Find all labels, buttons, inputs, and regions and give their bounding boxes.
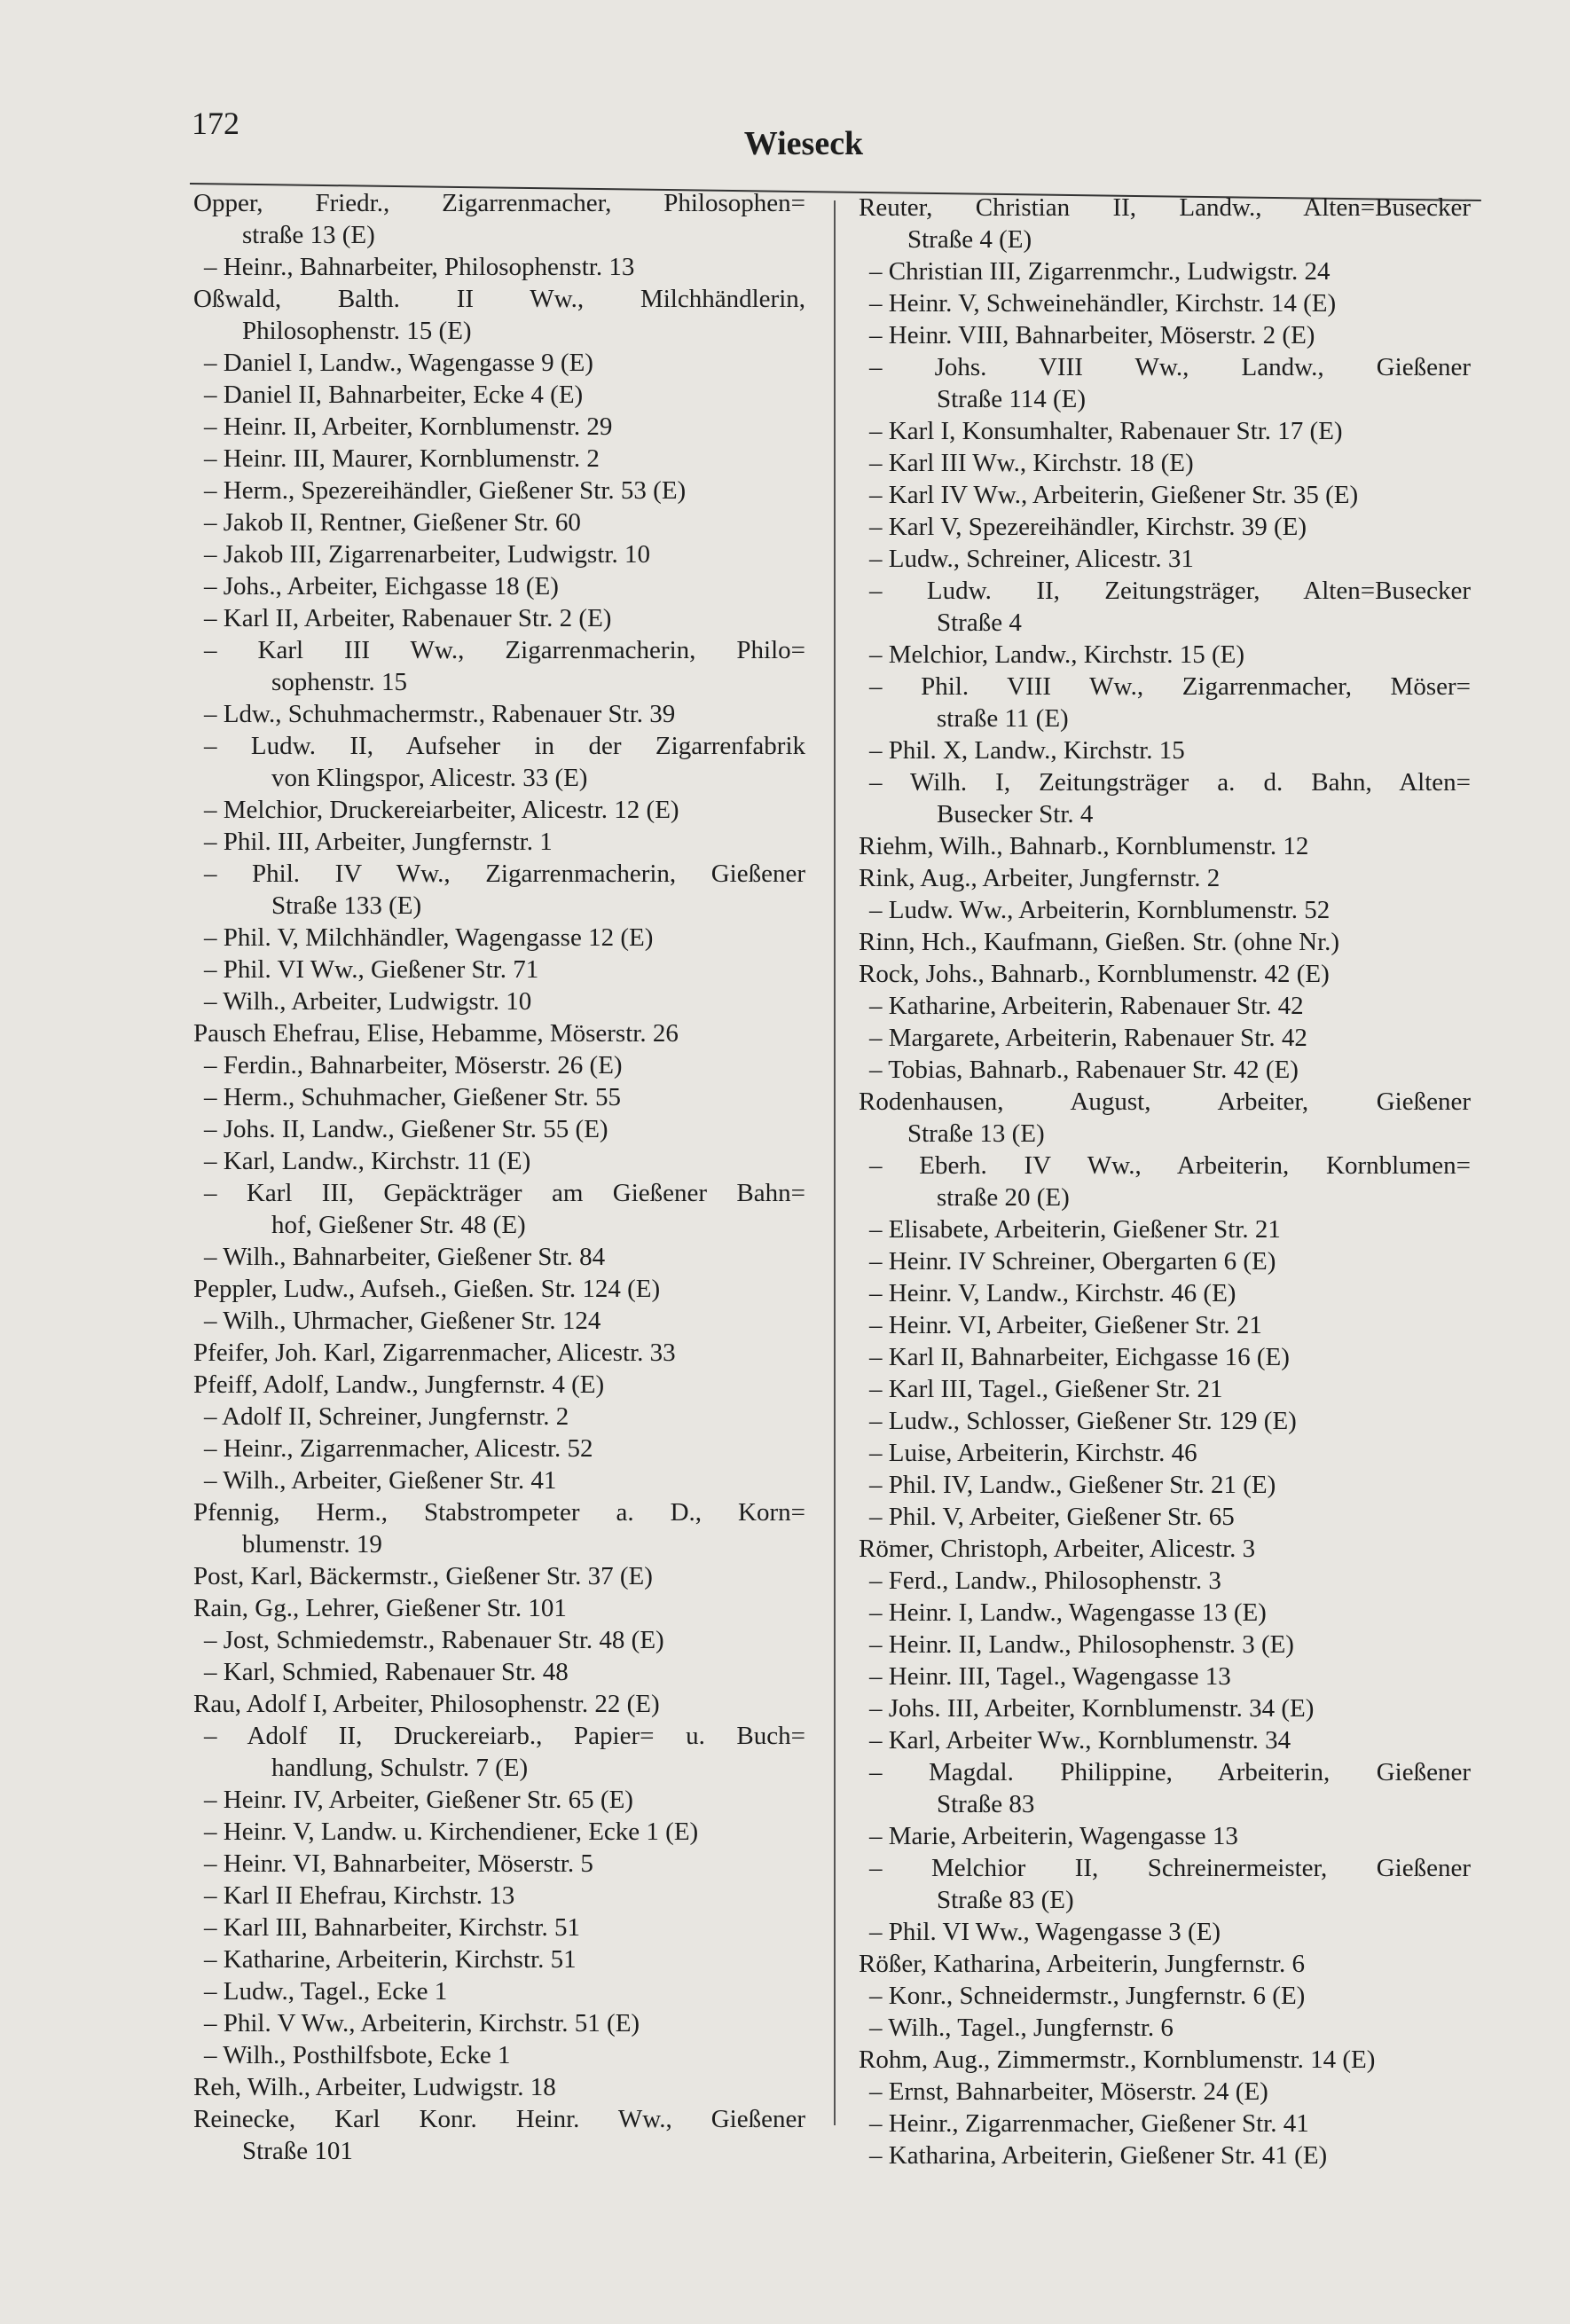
entry-line: – Ldw., Schuhmachermstr., Rabenauer Str. 39 bbox=[204, 700, 676, 728]
directory-entry bbox=[193, 475, 805, 506]
entry-line: – Marie, Arbeiterin, Wagengasse 13 bbox=[869, 1822, 1238, 1850]
entry-line: – Wilh. I, Zeitungsträger a. d. Bahn, Alten= bbox=[869, 768, 1471, 797]
directory-entry bbox=[193, 2039, 805, 2071]
entry-line: – Melchior, Druckereiarbeiter, Alicestr. 12 (E) bbox=[204, 796, 679, 824]
entry-line: – Melchior II, Schreinermeister, Gießener bbox=[869, 1854, 1471, 1882]
entry-line: – Heinr. IV, Arbeiter, Gießener Str. 65 (E) bbox=[204, 1786, 633, 1814]
directory-entry bbox=[859, 1245, 1471, 1277]
entry-line: – Christian III, Zigarrenmchr., Ludwigstr. 24 bbox=[869, 257, 1331, 286]
directory-entry bbox=[859, 1373, 1471, 1405]
entry-line: – Heinr. III, Maurer, Kornblumenstr. 2 bbox=[204, 444, 600, 473]
entry-line: – Margarete, Arbeiterin, Rabenauer Str. 42 bbox=[869, 1024, 1307, 1052]
directory-entry bbox=[859, 1086, 1471, 1150]
entry-line: – Heinr. VIII, Bahnarbeiter, Möserstr. 2 (E) bbox=[869, 321, 1315, 349]
entry-line: Rau, Adolf I, Arbeiter, Philosophenstr. 22 (E) bbox=[193, 1690, 660, 1718]
directory-entry bbox=[859, 2012, 1471, 2044]
directory-entry bbox=[859, 1852, 1471, 1916]
entry-line: Reuter, Christian II, Landw., Alten=Busecker bbox=[859, 193, 1471, 222]
directory-entry bbox=[193, 251, 805, 283]
directory-entry bbox=[193, 922, 805, 954]
directory-entry bbox=[193, 347, 805, 379]
entry-continuation-line: Philosophenstr. 15 (E) bbox=[242, 317, 472, 345]
directory-entry bbox=[193, 634, 805, 698]
directory-entry bbox=[859, 575, 1471, 639]
directory-entry bbox=[193, 570, 805, 602]
entry-line: – Heinr. II, Arbeiter, Kornblumenstr. 29 bbox=[204, 412, 613, 441]
directory-entry bbox=[193, 794, 805, 826]
directory-entry bbox=[859, 1724, 1471, 1756]
entry-line: – Johs., Arbeiter, Eichgasse 18 (E) bbox=[204, 572, 559, 601]
entry-line: – Karl III Ww., Zigarrenmacherin, Philo= bbox=[204, 636, 805, 664]
entry-line: – Daniel II, Bahnarbeiter, Ecke 4 (E) bbox=[204, 381, 584, 409]
entry-line: – Karl I, Konsumhalter, Rabenauer Str. 17 (E) bbox=[869, 417, 1343, 445]
entry-line: – Eberh. IV Ww., Arbeiterin, Kornblumen= bbox=[869, 1151, 1471, 1180]
entry-line: – Phil. VI Ww., Gießener Str. 71 bbox=[204, 955, 539, 984]
directory-entry bbox=[193, 1145, 805, 1177]
entry-line: – Phil. VIII Ww., Zigarrenmacher, Möser= bbox=[869, 672, 1471, 701]
directory-entry bbox=[859, 1565, 1471, 1597]
directory-entry bbox=[193, 1560, 805, 1592]
directory-entry bbox=[859, 1661, 1471, 1692]
directory-entry bbox=[859, 639, 1471, 671]
entry-line: Pfeiff, Adolf, Landw., Jungfernstr. 4 (E) bbox=[193, 1370, 605, 1399]
entry-line: – Melchior, Landw., Kirchstr. 15 (E) bbox=[869, 640, 1244, 669]
directory-entry bbox=[859, 1022, 1471, 1054]
entry-line: Rock, Johs., Bahnarb., Kornblumenstr. 42 (E) bbox=[859, 960, 1330, 988]
directory-entry bbox=[859, 958, 1471, 990]
directory-entry bbox=[193, 2071, 805, 2103]
directory-entry bbox=[859, 1309, 1471, 1341]
directory-entry bbox=[193, 538, 805, 570]
directory-entry bbox=[859, 1756, 1471, 1820]
entry-continuation-line: handlung, Schulstr. 7 (E) bbox=[271, 1754, 529, 1782]
directory-entry bbox=[193, 1081, 805, 1113]
entry-line: – Phil. III, Arbeiter, Jungfernstr. 1 bbox=[204, 828, 553, 856]
directory-entry bbox=[859, 862, 1471, 894]
directory-entry bbox=[193, 730, 805, 794]
directory-entry bbox=[859, 1213, 1471, 1245]
entry-line: – Karl IV Ww., Arbeiterin, Gießener Str. 35 (E) bbox=[869, 481, 1359, 509]
entry-continuation-line: Straße 83 bbox=[937, 1790, 1035, 1818]
directory-entry bbox=[193, 1848, 805, 1880]
entry-line: – Herm., Spezereihändler, Gießener Str. 53 (E) bbox=[204, 476, 687, 505]
entry-line: – Johs. III, Arbeiter, Kornblumenstr. 34 (E) bbox=[869, 1694, 1315, 1723]
directory-entry bbox=[193, 1337, 805, 1369]
directory-entry bbox=[859, 2139, 1471, 2171]
entry-line: – Phil. VI Ww., Wagengasse 3 (E) bbox=[869, 1918, 1221, 1946]
directory-entry bbox=[859, 479, 1471, 511]
directory-entry bbox=[859, 1501, 1471, 1533]
entry-continuation-line: Straße 13 (E) bbox=[907, 1119, 1045, 1148]
right-column bbox=[859, 192, 1471, 2171]
directory-entry bbox=[859, 1405, 1471, 1437]
entry-line: Rinn, Hch., Kaufmann, Gießen. Str. (ohne Nr.) bbox=[859, 928, 1340, 956]
directory-entry bbox=[193, 2103, 805, 2167]
entry-continuation-line: Busecker Str. 4 bbox=[937, 800, 1094, 828]
entry-line: – Katharine, Arbeiterin, Kirchstr. 51 bbox=[204, 1945, 577, 1974]
entry-line: Rohm, Aug., Zimmermstr., Kornblumenstr. 14 (E) bbox=[859, 2045, 1376, 2074]
directory-entry bbox=[859, 1054, 1471, 1086]
directory-entry bbox=[193, 1464, 805, 1496]
directory-entry bbox=[193, 1369, 805, 1401]
directory-entry bbox=[859, 447, 1471, 479]
entry-line: – Heinr. V, Landw., Kirchstr. 46 (E) bbox=[869, 1279, 1236, 1307]
directory-entry bbox=[193, 1784, 805, 1816]
directory-entry bbox=[859, 2108, 1471, 2139]
entry-continuation-line: Straße 114 (E) bbox=[937, 385, 1087, 413]
directory-entry bbox=[859, 830, 1471, 862]
entry-line: – Wilh., Posthilfsbote, Ecke 1 bbox=[204, 2041, 511, 2069]
directory-entry bbox=[193, 698, 805, 730]
entry-line: Riehm, Wilh., Bahnarb., Kornblumenstr. 12 bbox=[859, 832, 1309, 860]
entry-line: – Adolf II, Druckereiarb., Papier= u. Buch= bbox=[204, 1722, 805, 1750]
directory-entry bbox=[193, 954, 805, 985]
entry-line: – Wilh., Tagel., Jungfernstr. 6 bbox=[869, 2014, 1174, 2042]
entry-line: – Phil. IV, Landw., Gießener Str. 21 (E) bbox=[869, 1471, 1276, 1499]
entry-line: – Ludw. II, Aufseher in der Zigarrenfabrik bbox=[204, 732, 805, 760]
entry-line: – Jakob III, Zigarrenarbeiter, Ludwigstr. 10 bbox=[204, 540, 650, 569]
entry-line: – Karl, Schmied, Rabenauer Str. 48 bbox=[204, 1658, 569, 1686]
directory-entry bbox=[193, 1017, 805, 1049]
entry-line: – Luise, Arbeiterin, Kirchstr. 46 bbox=[869, 1439, 1197, 1467]
running-head-title: Wieseck bbox=[743, 125, 864, 162]
entry-line: – Ludw., Schreiner, Alicestr. 31 bbox=[869, 545, 1194, 573]
directory-entry bbox=[859, 894, 1471, 926]
directory-entry bbox=[859, 415, 1471, 447]
entry-line: Pfeifer, Joh. Karl, Zigarrenmacher, Alicestr. 33 bbox=[193, 1339, 676, 1367]
entry-line: – Konr., Schneidermstr., Jungfernstr. 6 (E) bbox=[869, 1982, 1306, 2010]
directory-entry bbox=[859, 543, 1471, 575]
entry-line: – Heinr. V, Schweinehändler, Kirchstr. 14 (E) bbox=[869, 289, 1337, 318]
directory-entry bbox=[193, 1720, 805, 1784]
directory-entry bbox=[193, 1688, 805, 1720]
entry-line: – Heinr. VI, Bahnarbeiter, Möserstr. 5 bbox=[204, 1849, 593, 1878]
entry-line: Peppler, Ludw., Aufseh., Gießen. Str. 124 (E) bbox=[193, 1275, 661, 1303]
entry-continuation-line: Straße 133 (E) bbox=[271, 891, 422, 920]
directory-entry bbox=[859, 319, 1471, 351]
entry-line: – Karl, Landw., Kirchstr. 11 (E) bbox=[204, 1147, 531, 1175]
entry-line: – Daniel I, Landw., Wagengasse 9 (E) bbox=[204, 349, 593, 377]
directory-entry bbox=[193, 1113, 805, 1145]
directory-entry bbox=[859, 671, 1471, 734]
directory-entry bbox=[859, 351, 1471, 415]
directory-entry bbox=[859, 926, 1471, 958]
entry-line: – Magdal. Philippine, Arbeiterin, Gießener bbox=[869, 1758, 1471, 1786]
directory-entry bbox=[859, 1341, 1471, 1373]
entry-line: – Phil. IV Ww., Zigarrenmacherin, Gießener bbox=[204, 860, 805, 888]
directory-entry bbox=[859, 734, 1471, 766]
entry-line: – Jakob II, Rentner, Gießener Str. 60 bbox=[204, 508, 581, 537]
entry-line: – Ernst, Bahnarbeiter, Möserstr. 24 (E) bbox=[869, 2077, 1268, 2106]
directory-entry bbox=[859, 1948, 1471, 1980]
directory-entry bbox=[859, 1597, 1471, 1629]
entry-continuation-line: Straße 4 bbox=[937, 608, 1022, 637]
directory-entry bbox=[193, 1975, 805, 2007]
column-divider bbox=[834, 200, 836, 2125]
entry-line: – Tobias, Bahnarb., Rabenauer Str. 42 (E) bbox=[869, 1056, 1299, 1084]
entry-line: – Ludw. Ww., Arbeiterin, Kornblumenstr. 52 bbox=[869, 896, 1331, 924]
entry-line: Rain, Gg., Lehrer, Gießener Str. 101 bbox=[193, 1594, 567, 1622]
directory-entry bbox=[859, 287, 1471, 319]
entry-line: – Karl III, Bahnarbeiter, Kirchstr. 51 bbox=[204, 1913, 581, 1942]
entry-line: – Jost, Schmiedemstr., Rabenauer Str. 48 (E) bbox=[204, 1626, 664, 1654]
directory-entry bbox=[859, 1533, 1471, 1565]
entry-line: Rodenhausen, August, Arbeiter, Gießener bbox=[859, 1087, 1471, 1116]
directory-entry bbox=[193, 411, 805, 443]
entry-line: – Phil. V, Arbeiter, Gießener Str. 65 bbox=[869, 1503, 1235, 1531]
directory-entry bbox=[193, 1496, 805, 1560]
entry-continuation-line: von Klingspor, Alicestr. 33 (E) bbox=[271, 764, 588, 792]
entry-line: Rößer, Katharina, Arbeiterin, Jungfernstr. 6 bbox=[859, 1950, 1305, 1978]
directory-entry bbox=[193, 826, 805, 858]
entry-line: – Heinr. II, Landw., Philosophenstr. 3 (E) bbox=[869, 1630, 1294, 1659]
directory-entry bbox=[193, 1592, 805, 1624]
entry-line: – Heinr. III, Tagel., Wagengasse 13 bbox=[869, 1662, 1231, 1691]
directory-entry bbox=[193, 1816, 805, 1848]
directory-entry bbox=[193, 858, 805, 922]
directory-entry bbox=[859, 1150, 1471, 1213]
entry-line: – Ludw., Schlosser, Gießener Str. 129 (E) bbox=[869, 1407, 1297, 1435]
entry-line: – Katharina, Arbeiterin, Gießener Str. 41 (E) bbox=[869, 2141, 1328, 2170]
entry-line: Oßwald, Balth. II Ww., Milchhändlerin, bbox=[193, 285, 805, 313]
entry-line: – Karl II, Arbeiter, Rabenauer Str. 2 (E) bbox=[204, 604, 612, 632]
directory-entry bbox=[193, 1241, 805, 1273]
directory-entry bbox=[193, 1880, 805, 1912]
entry-line: Römer, Christoph, Arbeiter, Alicestr. 3 bbox=[859, 1535, 1256, 1563]
entry-line: Pausch Ehefrau, Elise, Hebamme, Möserstr. 26 bbox=[193, 1019, 679, 1048]
entry-line: – Elisabete, Arbeiterin, Gießener Str. 21 bbox=[869, 1215, 1281, 1244]
directory-entry bbox=[193, 985, 805, 1017]
entry-line: – Heinr. V, Landw. u. Kirchendiener, Ecke 1 (E) bbox=[204, 1818, 699, 1846]
directory-entry bbox=[193, 187, 805, 251]
entry-line: – Heinr., Zigarrenmacher, Alicestr. 52 bbox=[204, 1434, 593, 1463]
entry-line: Rink, Aug., Arbeiter, Jungfernstr. 2 bbox=[859, 864, 1221, 892]
directory-entry bbox=[859, 1692, 1471, 1724]
entry-line: Post, Karl, Bäckermstr., Gießener Str. 37 (E) bbox=[193, 1562, 653, 1590]
entry-line: – Phil. X, Landw., Kirchstr. 15 bbox=[869, 736, 1185, 765]
entry-line: – Adolf II, Schreiner, Jungfernstr. 2 bbox=[204, 1402, 569, 1431]
entry-continuation-line: Straße 83 (E) bbox=[937, 1886, 1074, 1914]
entry-line: Pfennig, Herm., Stabstrompeter a. D., Korn= bbox=[193, 1498, 805, 1527]
entry-line: – Wilh., Bahnarbeiter, Gießener Str. 84 bbox=[204, 1243, 606, 1271]
entry-line: – Wilh., Uhrmacher, Gießener Str. 124 bbox=[204, 1307, 601, 1335]
entry-continuation-line: hof, Gießener Str. 48 (E) bbox=[271, 1211, 526, 1239]
directory-entry bbox=[193, 1624, 805, 1656]
directory-entry bbox=[193, 506, 805, 538]
entry-line: – Karl II, Bahnarbeiter, Eichgasse 16 (E) bbox=[869, 1343, 1290, 1371]
directory-entry bbox=[859, 1916, 1471, 1948]
entry-line: – Katharine, Arbeiterin, Rabenauer Str. 42 bbox=[869, 992, 1304, 1020]
entry-continuation-line: straße 13 (E) bbox=[242, 221, 375, 249]
directory-entry bbox=[193, 1912, 805, 1943]
entry-line: Opper, Friedr., Zigarrenmacher, Philosophen= bbox=[193, 189, 805, 217]
directory-entry bbox=[859, 766, 1471, 830]
entry-line: – Ferd., Landw., Philosophenstr. 3 bbox=[869, 1566, 1221, 1595]
entry-line: – Heinr. I, Landw., Wagengasse 13 (E) bbox=[869, 1598, 1267, 1627]
directory-entry bbox=[193, 1401, 805, 1433]
directory-entry bbox=[193, 1305, 805, 1337]
entry-line: – Heinr. IV Schreiner, Obergarten 6 (E) bbox=[869, 1247, 1276, 1276]
entry-line: Reinecke, Karl Konr. Heinr. Ww., Gießener bbox=[193, 2105, 805, 2133]
entry-line: – Wilh., Arbeiter, Gießener Str. 41 bbox=[204, 1466, 557, 1495]
entry-continuation-line: blumenstr. 19 bbox=[242, 1530, 382, 1558]
entry-line: – Phil. V, Milchhändler, Wagengasse 12 (E) bbox=[204, 923, 654, 952]
directory-entry bbox=[193, 1049, 805, 1081]
directory-entry bbox=[859, 1980, 1471, 2012]
directory-entry bbox=[859, 1629, 1471, 1661]
directory-entry bbox=[193, 379, 805, 411]
directory-entry bbox=[859, 1277, 1471, 1309]
entry-line: – Heinr. VI, Arbeiter, Gießener Str. 21 bbox=[869, 1311, 1262, 1339]
directory-entry bbox=[193, 1273, 805, 1305]
directory-entry bbox=[193, 1177, 805, 1241]
page-number: 172 bbox=[192, 106, 239, 141]
entry-line: Reh, Wilh., Arbeiter, Ludwigstr. 18 bbox=[193, 2073, 556, 2101]
entry-line: – Ludw. II, Zeitungsträger, Alten=Busecker bbox=[869, 577, 1471, 605]
directory-entry bbox=[193, 283, 805, 347]
entry-line: – Ferdin., Bahnarbeiter, Möserstr. 26 (E) bbox=[204, 1051, 623, 1080]
entry-continuation-line: sophenstr. 15 bbox=[271, 668, 408, 696]
entry-continuation-line: Straße 101 bbox=[242, 2137, 353, 2165]
left-column bbox=[193, 187, 805, 2167]
directory-entry bbox=[193, 443, 805, 475]
entry-line: – Karl, Arbeiter Ww., Kornblumenstr. 34 bbox=[869, 1726, 1291, 1755]
entry-line: – Heinr., Bahnarbeiter, Philosophenstr. 13 bbox=[204, 253, 635, 281]
directory-entry bbox=[859, 255, 1471, 287]
entry-continuation-line: straße 11 (E) bbox=[937, 704, 1069, 733]
entry-line: – Phil. V Ww., Arbeiterin, Kirchstr. 51 (E) bbox=[204, 2009, 640, 2037]
directory-entry bbox=[859, 2076, 1471, 2108]
entry-line: – Karl V, Spezereihändler, Kirchstr. 39 (E) bbox=[869, 513, 1307, 541]
directory-entry bbox=[859, 1437, 1471, 1469]
entry-line: – Heinr., Zigarrenmacher, Gießener Str. 41 bbox=[869, 2109, 1309, 2138]
entry-line: – Karl III, Tagel., Gießener Str. 21 bbox=[869, 1375, 1223, 1403]
directory-entry bbox=[859, 990, 1471, 1022]
entry-line: – Ludw., Tagel., Ecke 1 bbox=[204, 1977, 448, 2006]
entry-line: – Karl III, Gepäckträger am Gießener Bahn= bbox=[204, 1179, 805, 1207]
entry-line: – Karl II Ehefrau, Kirchstr. 13 bbox=[204, 1881, 515, 1910]
entry-continuation-line: Straße 4 (E) bbox=[907, 225, 1032, 254]
directory-entry bbox=[859, 511, 1471, 543]
entry-line: – Johs. II, Landw., Gießener Str. 55 (E) bbox=[204, 1115, 608, 1143]
directory-entry bbox=[193, 2007, 805, 2039]
entry-line: – Karl III Ww., Kirchstr. 18 (E) bbox=[869, 449, 1194, 477]
directory-entry bbox=[859, 192, 1471, 255]
directory-entry bbox=[193, 602, 805, 634]
directory-entry bbox=[193, 1433, 805, 1464]
directory-entry bbox=[859, 1469, 1471, 1501]
directory-entry bbox=[193, 1656, 805, 1688]
entry-line: – Wilh., Arbeiter, Ludwigstr. 10 bbox=[204, 987, 532, 1016]
entry-line: – Johs. VIII Ww., Landw., Gießener bbox=[869, 353, 1471, 381]
directory-entry bbox=[859, 1820, 1471, 1852]
entry-line: – Herm., Schuhmacher, Gießener Str. 55 bbox=[204, 1083, 621, 1111]
directory-entry bbox=[193, 1943, 805, 1975]
directory-entry bbox=[859, 2044, 1471, 2076]
entry-continuation-line: straße 20 (E) bbox=[937, 1183, 1070, 1212]
